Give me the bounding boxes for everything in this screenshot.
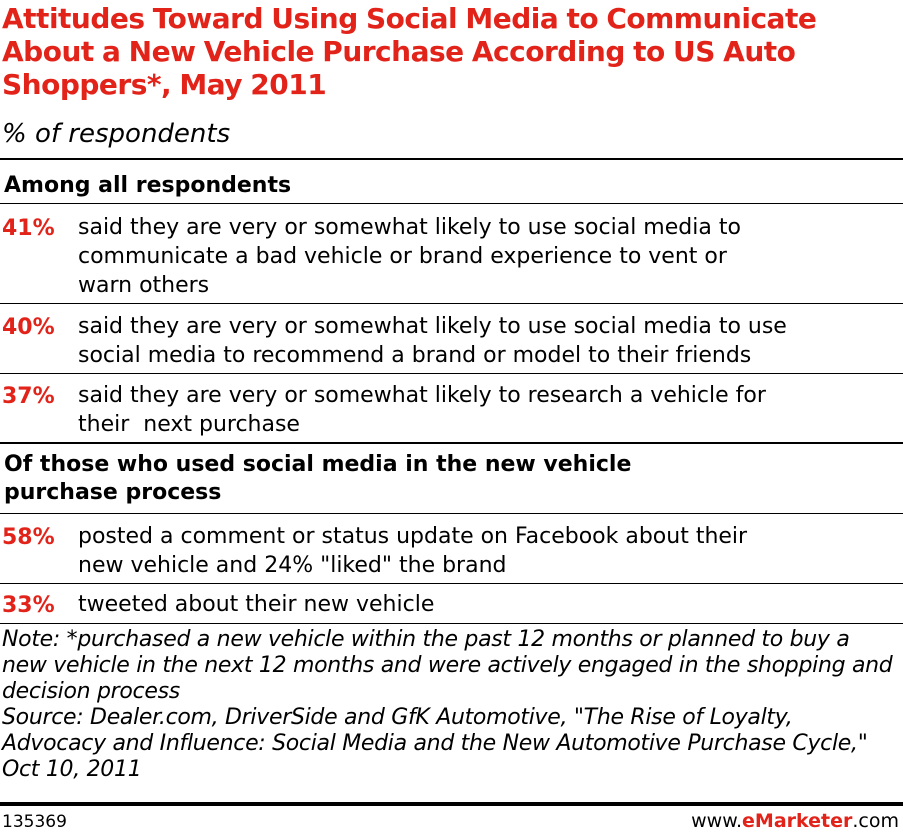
brand-url[interactable] xyxy=(691,809,899,833)
note-text: Note: *purchased a new vehicle within the past 12 months or planned to buy a new vehicle in the next 12 months and were actively engaged in the shopping and decision process xyxy=(2,627,893,704)
brand-prefix: www. xyxy=(691,810,743,832)
divider xyxy=(0,623,903,624)
divider xyxy=(0,303,903,304)
chart-title: Attitudes Toward Using Social Media to Communicate About a New Vehicle Purchase According to US Auto Shoppers*, May 2011 xyxy=(2,2,817,101)
divider xyxy=(0,513,903,514)
section-heading: Among all respondents xyxy=(4,173,292,198)
item-description: posted a comment or status update on Facebook about their new vehicle and 24% "liked" the brand xyxy=(78,524,748,578)
item-percent: 33% xyxy=(2,593,55,618)
divider xyxy=(0,373,903,374)
item-description: said they are very or somewhat likely to use social media to communicate a bad vehicle or brand experience to vent or warn others xyxy=(78,215,741,298)
divider xyxy=(0,203,903,204)
section-heading: Of those who used social media in the new vehicle purchase process xyxy=(4,452,632,505)
divider xyxy=(0,158,903,160)
divider xyxy=(0,583,903,584)
item-percent: 58% xyxy=(2,525,55,550)
brand-name: eMarketer xyxy=(742,810,853,832)
chart-subtitle: % of respondents xyxy=(2,119,231,149)
item-description: tweeted about their new vehicle xyxy=(78,592,435,617)
item-percent: 40% xyxy=(2,315,55,340)
source-text: Source: Dealer.com, DriverSide and GfK Automotive, "The Rise of Loyalty, Advocacy and Influence: Social Media and the New Automotive Purchase Cycle," Oct 10, 2011 xyxy=(2,705,868,782)
item-description: said they are very or somewhat likely to use social media to use social media to recommend a brand or model to their friends xyxy=(78,314,787,368)
divider xyxy=(0,442,903,444)
item-percent: 37% xyxy=(2,384,55,409)
chart-id: 135369 xyxy=(2,812,67,832)
footnotes xyxy=(2,627,897,783)
item-percent: 41% xyxy=(2,216,55,241)
item-description: said they are very or somewhat likely to research a vehicle for their next purchase xyxy=(78,383,766,437)
brand-suffix: .com xyxy=(852,810,899,832)
divider xyxy=(0,802,903,806)
